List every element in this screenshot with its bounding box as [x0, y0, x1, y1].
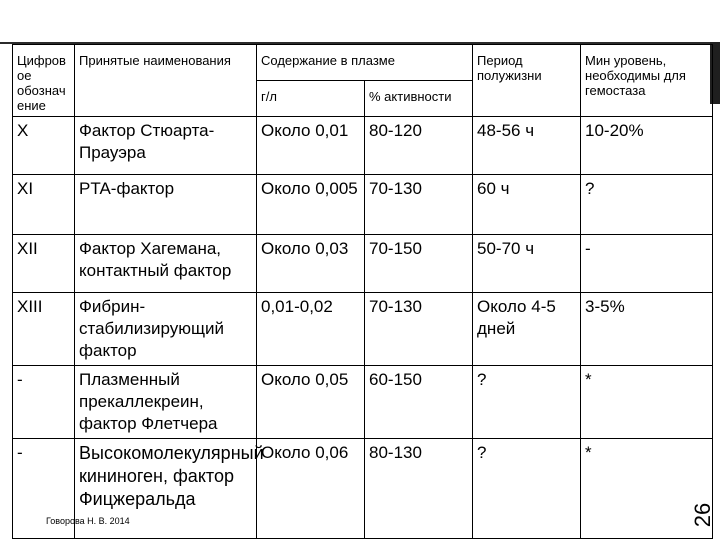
cell-gl: Около 0,01 [257, 117, 365, 175]
cell-code: - [13, 366, 75, 439]
cell-activity: 60-150 [365, 366, 473, 439]
cell-activity: 80-130 [365, 439, 473, 539]
coagulation-factors-table [12, 44, 713, 539]
cell-code: XIII [13, 293, 75, 366]
cell-name: Высокомолекулярный кининоген, фактор Фицжеральда [75, 439, 257, 539]
table-row [13, 235, 713, 293]
cell-activity: 80-120 [365, 117, 473, 175]
cell-name: Фактор Стюарта-Прауэра [75, 117, 257, 175]
cell-name: Фибрин-стабилизирующий фактор [75, 293, 257, 366]
cell-min-level: * [581, 366, 713, 439]
header-plasma-content: Содержание в плазме [257, 45, 473, 81]
cell-code: XI [13, 175, 75, 235]
cell-code: X [13, 117, 75, 175]
table-row [13, 117, 713, 175]
cell-gl: Около 0,06 [257, 439, 365, 539]
top-bar [0, 0, 720, 18]
footer-author: Говорова Н. В. 2014 [46, 516, 130, 526]
cell-code: - [13, 439, 75, 539]
cell-activity: 70-150 [365, 235, 473, 293]
cell-halflife: Около 4-5 дней [473, 293, 581, 366]
cell-min-level: 10-20% [581, 117, 713, 175]
table-row [13, 175, 713, 235]
cell-halflife: 48-56 ч [473, 117, 581, 175]
cell-activity: 70-130 [365, 293, 473, 366]
cell-min-level: * [581, 439, 713, 539]
cell-halflife: ? [473, 439, 581, 539]
cell-name: PTA-фактор [75, 175, 257, 235]
cell-min-level: ? [581, 175, 713, 235]
header-min-level: Мин уровень, необходимы для гемостаза [581, 45, 713, 117]
cell-code: XII [13, 235, 75, 293]
cell-gl: Около 0,03 [257, 235, 365, 293]
cell-halflife: 60 ч [473, 175, 581, 235]
header-gl: г/л [257, 81, 365, 117]
cell-name: Плазменный прекаллекреин, фактор Флетчера [75, 366, 257, 439]
table-row [13, 366, 713, 439]
table-row [13, 293, 713, 366]
cell-halflife: 50-70 ч [473, 235, 581, 293]
cell-gl: 0,01-0,02 [257, 293, 365, 366]
cell-min-level: - [581, 235, 713, 293]
page-number: 26 [690, 502, 715, 528]
cell-name: Фактор Хагемана, контактный фактор [75, 235, 257, 293]
table-header-row [13, 45, 713, 81]
header-activity: % активности [365, 81, 473, 117]
cell-gl: Около 0,005 [257, 175, 365, 235]
cell-halflife: ? [473, 366, 581, 439]
header-code: Цифров ое обознач ение [13, 45, 75, 117]
cell-gl: Около 0,05 [257, 366, 365, 439]
header-half-life: Период полужизни [473, 45, 581, 117]
cell-activity: 70-130 [365, 175, 473, 235]
cell-min-level: 3-5% [581, 293, 713, 366]
header-name: Принятые наименования [75, 45, 257, 117]
